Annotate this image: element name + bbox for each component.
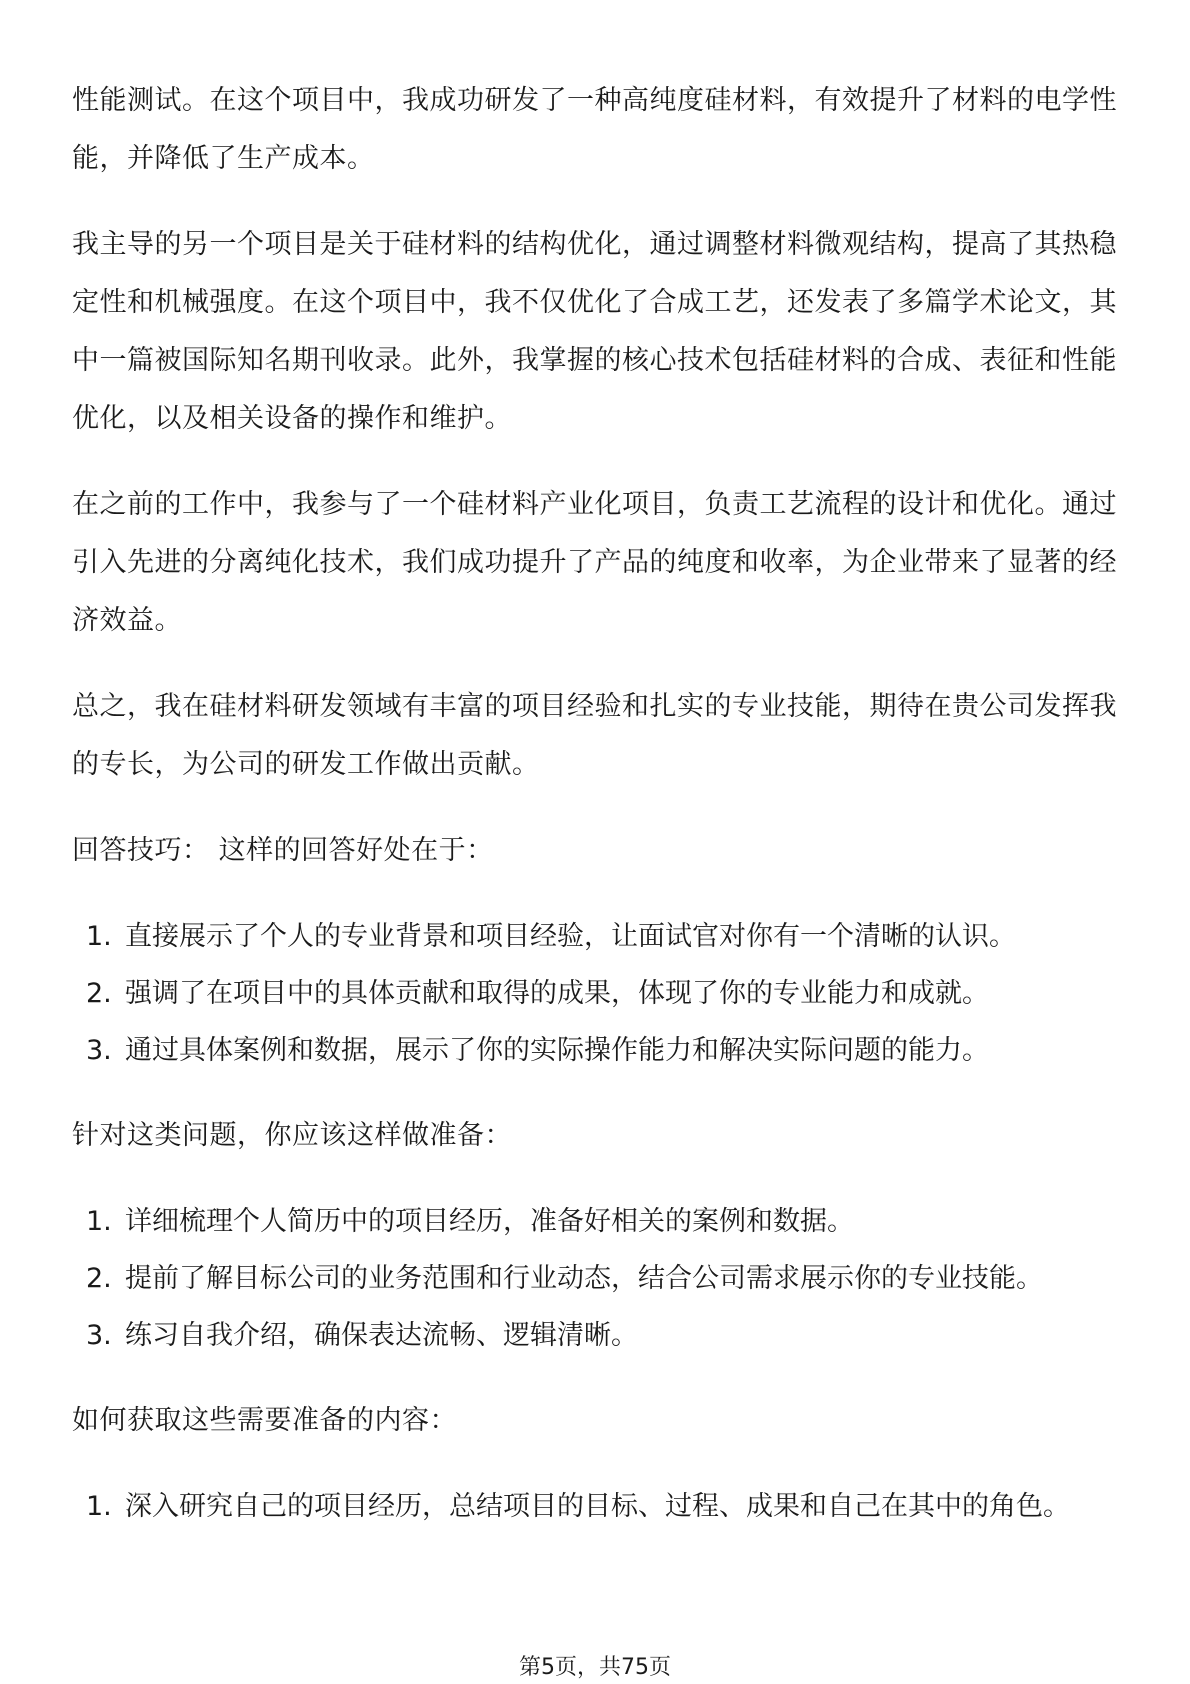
prepare-list [72, 1193, 1118, 1364]
list-number: 1. [86, 1206, 112, 1237]
list-number: 2. [86, 1263, 112, 1294]
paragraph-3: 在之前的工作中，我参与了一个硅材料产业化项目，负责工艺流程的设计和优化。通过引入先进的分离纯化技术，我们成功提升了产品的纯度和收率，为企业带来了显著的经济效益。 [72, 489, 1117, 636]
obtain-heading: 如何获取这些需要准备的内容： [72, 1405, 457, 1436]
list-item [72, 1193, 1118, 1250]
list-item-text: 强调了在项目中的具体贡献和取得的成果，体现了你的专业能力和成就。 [125, 978, 989, 1009]
list-item-text: 提前了解目标公司的业务范围和行业动态，结合公司需求展示你的专业技能。 [125, 1263, 1043, 1294]
list-item-text: 直接展示了个人的专业背景和项目经验，让面试官对你有一个清晰的认识。 [125, 921, 1016, 952]
obtain-list [72, 1478, 1118, 1536]
list-item [72, 1307, 1118, 1364]
list-number: 3. [86, 1320, 112, 1351]
tips-list [72, 908, 1118, 1079]
list-number: 1. [86, 1491, 112, 1522]
paragraph-2: 我主导的另一个项目是关于硅材料的结构优化，通过调整材料微观结构，提高了其热稳定性和机械强度。在这个项目中，我不仅优化了合成工艺，还发表了多篇学术论文，其中一篇被国际知名期刊收录。此外，我掌握的核心技术包括硅材料的合成、表征和性能优化，以及相关设备的操作和维护。 [72, 229, 1117, 434]
list-item-text: 通过具体案例和数据，展示了你的实际操作能力和解决实际问题的能力。 [125, 1035, 989, 1066]
list-number: 3. [86, 1035, 112, 1066]
paragraph-4: 总之，我在硅材料研发领域有丰富的项目经验和扎实的专业技能，期待在贵公司发挥我的专长，为公司的研发工作做出贡献。 [72, 691, 1117, 780]
list-item-text: 深入研究自己的项目经历，总结项目的目标、过程、成果和自己在其中的角色。 [125, 1491, 1070, 1522]
list-item-text: 详细梳理个人简历中的项目经历，准备好相关的案例和数据。 [125, 1206, 854, 1237]
list-item [72, 908, 1118, 965]
list-number: 1. [86, 921, 112, 952]
list-item [72, 1478, 1118, 1536]
list-item [72, 965, 1118, 1022]
list-item [72, 1022, 1118, 1079]
prepare-heading: 针对这类问题，你应该这样做准备： [72, 1120, 512, 1151]
tips-heading: 回答技巧： 这样的回答好处在于： [72, 835, 494, 866]
paragraph-1: 性能测试。在这个项目中，我成功研发了一种高纯度硅材料，有效提升了材料的电学性能，并降低了生产成本。 [72, 85, 1117, 174]
list-item [72, 1250, 1118, 1307]
page-number: 第5页，共75页 [519, 1655, 671, 1680]
page-content [72, 72, 1118, 1564]
list-item-text: 练习自我介绍，确保表达流畅、逻辑清晰。 [125, 1320, 638, 1351]
list-number: 2. [86, 978, 112, 1009]
